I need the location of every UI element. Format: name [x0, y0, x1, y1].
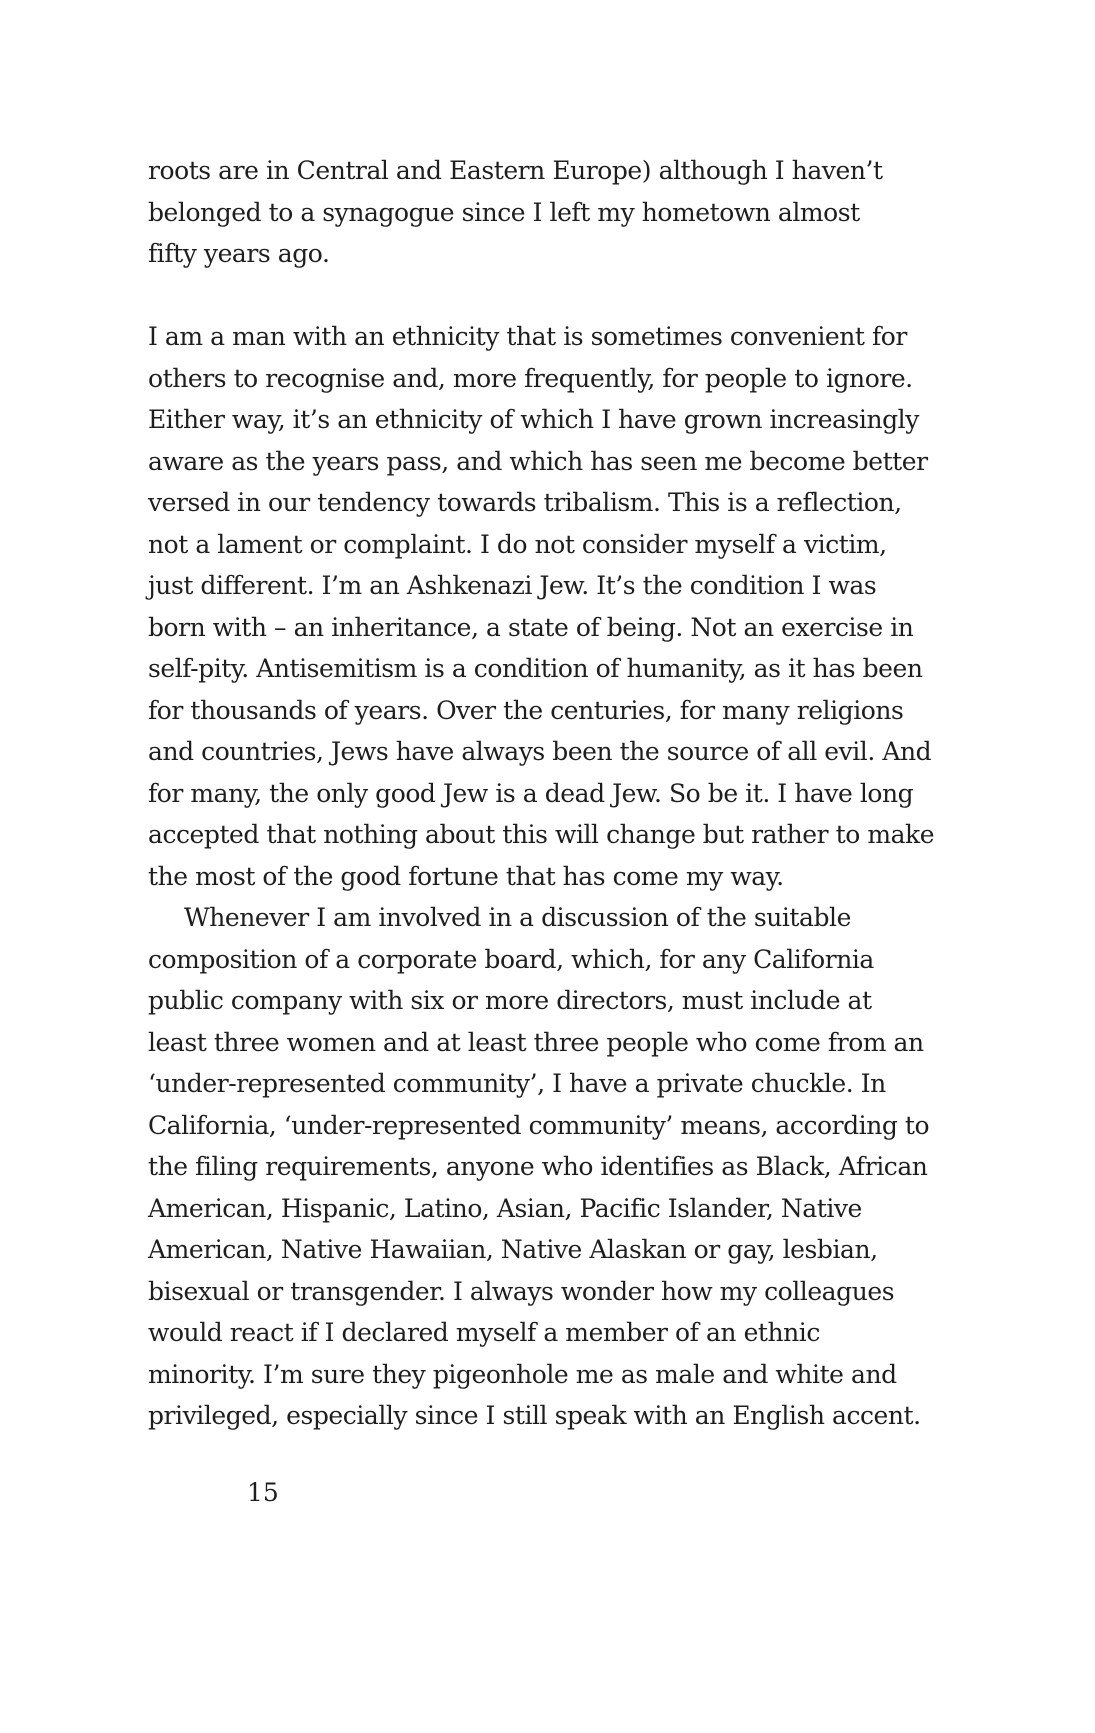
- text-line: born with – an inheritance, a state of being. Not an exercise in: [148, 612, 914, 642]
- text-line: least three women and at least three people who come from an: [148, 1027, 924, 1057]
- text-line: Either way, it’s an ethnicity of which I have grown increasingly: [148, 405, 919, 434]
- text-line: California, ‘under-represented community’ means, according to: [148, 1110, 930, 1140]
- text-line: not a lament or complaint. I do not consider myself a victim,: [148, 529, 887, 559]
- text-line: the most of the good fortune that has come my way.: [148, 861, 784, 891]
- text-line: Whenever I am involved in a discussion of the suitable: [184, 903, 851, 932]
- text-line: for thousands of years. Over the centuries, for many religions: [148, 695, 904, 725]
- text-line: minority. I’m sure they pigeonhole me as male and white and: [148, 1359, 897, 1389]
- text-line: I am a man with an ethnicity that is sometimes convenient for: [148, 322, 907, 351]
- text-line: ‘under-represented community’, I have a private chuckle. In: [148, 1069, 886, 1098]
- text-line: fifty years ago.: [148, 239, 330, 268]
- paragraph-3: [148, 897, 938, 1437]
- text-line: self-pity. Antisemitism is a condition of humanity, as it has been: [148, 654, 923, 683]
- text-line: American, Hispanic, Latino, Asian, Pacific Islander, Native: [148, 1193, 862, 1223]
- text-line: aware as the years pass, and which has seen me become better: [148, 446, 928, 476]
- text-line: accepted that nothing about this will change but rather to make: [148, 820, 935, 849]
- text-line: bisexual or transgender. I always wonder how my colleagues: [148, 1276, 895, 1306]
- text-line: roots are in Central and Eastern Europe) although I haven’t: [148, 156, 883, 185]
- text-line: and countries, Jews have always been the source of all evil. And: [148, 737, 932, 766]
- text-line: American, Native Hawaiian, Native Alaskan or gay, lesbian,: [148, 1235, 878, 1264]
- text-line: privileged, especially since I still speak with an English accent.: [148, 1401, 921, 1430]
- paragraph-1: [148, 150, 938, 275]
- text-line: would react if I declared myself a member of an ethnic: [148, 1318, 820, 1347]
- text-line: the filing requirements, anyone who identifies as Black, African: [148, 1152, 928, 1181]
- paragraph-spacer: [148, 275, 938, 317]
- text-line: belonged to a synagogue since I left my hometown almost: [148, 197, 860, 227]
- paragraph-2: [148, 316, 938, 897]
- body-text: [148, 150, 938, 1437]
- text-line: others to recognise and, more frequently, for people to ignore.: [148, 363, 913, 393]
- text-line: composition of a corporate board, which, for any California: [148, 944, 874, 974]
- text-line: just different. I’m an Ashkenazi Jew. It’s the condition I was: [148, 571, 877, 600]
- page-number: 15: [247, 1478, 279, 1507]
- text-line: versed in our tendency towards tribalism. This is a reflection,: [148, 488, 902, 517]
- text-line: public company with six or more directors, must include at: [148, 986, 872, 1015]
- text-line: for many, the only good Jew is a dead Jew. So be it. I have long: [148, 778, 914, 808]
